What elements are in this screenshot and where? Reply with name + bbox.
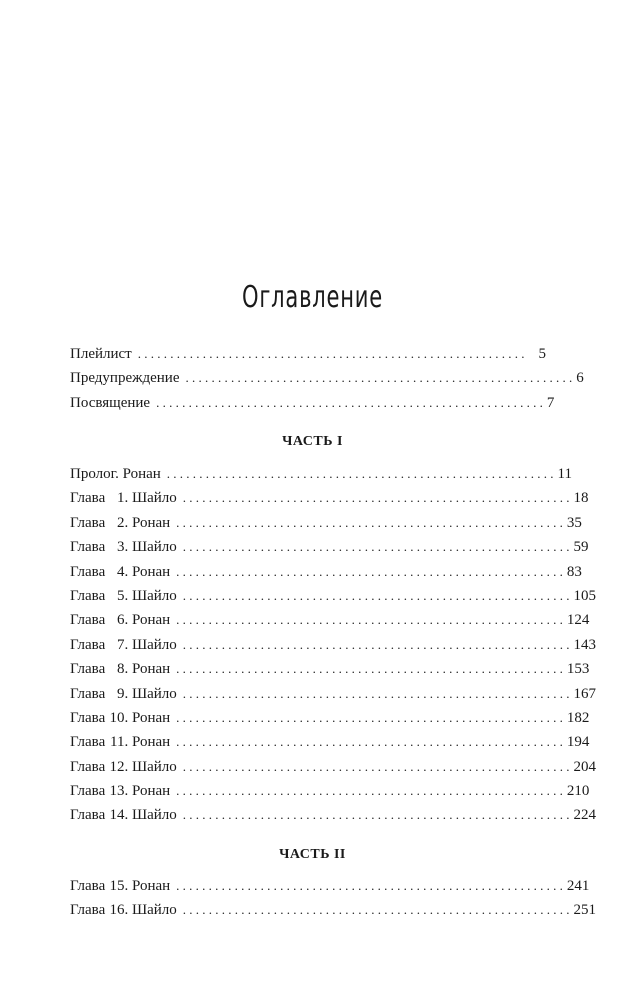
- entry-character: Шайло: [131, 807, 177, 824]
- entry-prefix: Глава: [70, 563, 106, 580]
- part-1-list: [70, 462, 597, 828]
- toc-entry-page: 224: [573, 807, 597, 824]
- entry-prefix: Глава: [70, 490, 106, 507]
- toc-entry-label: [70, 486, 183, 510]
- dot-leader: . . . . . . . . . . . . . . . . . . . . . . . . . . . . . . . . . . . . . . . . . . . . . . . . . . . . . . . . . . . .: [176, 514, 563, 530]
- dot-leader: . . . . . . . . . . . . . . . . . . . . . . . . . . . . . . . . . . . . . . . . . . . . . . . . . . . . . . . . . . . .: [176, 661, 563, 677]
- toc-entry-label: [70, 391, 156, 415]
- dot-leader: . . . . . . . . . . . . . . . . . . . . . . . . . . . . . . . . . . . . . . . . . . . . . . . . . . . . . . . . . . . .: [182, 539, 570, 555]
- dot-leader: . . . . . . . . . . . . . . . . . . . . . . . . . . . . . . . . . . . . . . . . . . . . . . . . . . . . . . . . . . . .: [176, 878, 563, 893]
- entry-character: Шайло: [131, 490, 177, 507]
- toc-entry-page: 7: [546, 394, 555, 411]
- dot-leader: . . . . . . . . . . . . . . . . . . . . . . . . . . . . . . . . . . . . . . . . . . . . . . . . . . . . . . . . . . . .: [166, 466, 554, 481]
- entry-prefix: Глава: [70, 636, 106, 653]
- toc-entry-page: 6: [576, 370, 584, 387]
- entry-title: Предупреждение: [70, 370, 180, 387]
- toc-entry-page: 204: [573, 758, 597, 775]
- toc-entry[interactable]: [70, 462, 572, 486]
- entry-prefix: Глава: [70, 539, 106, 556]
- toc-entry[interactable]: [70, 730, 590, 754]
- entry-character: Шайло: [131, 902, 177, 919]
- dot-leader: . . . . . . . . . . . . . . . . . . . . . . . . . . . . . . . . . . . . . . . . . . . . . . . . . . . . . . . . . . . .: [156, 394, 543, 410]
- dot-leader: . . . . . . . . . . . . . . . . . . . . . . . . . . . . . . . . . . . . . . . . . . . . . . . . . . . . . . . . . . . .: [176, 734, 563, 750]
- dot-leader: . . . . . . . . . . . . . . . . . . . . . . . . . . . . . . . . . . . . . . . . . . . . . . . . . . . . . . . . . . . .: [185, 370, 573, 386]
- toc-entry-label: [70, 535, 183, 559]
- part-heading: ЧАСТЬ I: [282, 434, 343, 449]
- toc-entry-page: 83: [566, 563, 582, 580]
- toc-entry-label: [70, 682, 183, 706]
- entry-prefix: Глава: [70, 758, 106, 775]
- entry-character: Шайло: [131, 758, 177, 775]
- toc-entry-page: 105: [573, 587, 597, 604]
- dot-leader: . . . . . . . . . . . . . . . . . . . . . . . . . . . . . . . . . . . . . . . . . . . . . . . . . . . . . . . . . . . .: [182, 807, 570, 823]
- toc-entry-page: 124: [566, 612, 590, 629]
- toc-entry[interactable]: [70, 511, 582, 535]
- toc-entry-label: [70, 633, 183, 657]
- toc-entry[interactable]: [70, 803, 597, 827]
- entry-character: Ронан: [131, 612, 171, 629]
- entry-character: Ронан: [122, 466, 161, 482]
- toc-entry-page: 167: [573, 685, 597, 702]
- toc-entry-label: [70, 779, 176, 803]
- entry-prefix: Пролог.: [70, 466, 119, 482]
- toc-entry[interactable]: [70, 486, 589, 510]
- entry-character: Шайло: [131, 685, 177, 702]
- dot-leader: . . . . . . . . . . . . . . . . . . . . . . . . . . . . . . . . . . . . . . . . . . . . . . . . . . . . . . . . . . . .: [176, 563, 563, 579]
- toc-entry-page: 210: [566, 783, 590, 800]
- toc-entry-label: [70, 755, 183, 779]
- entry-prefix: Глава: [70, 709, 106, 726]
- entry-number: 13.: [109, 783, 129, 800]
- entry-prefix: Глава: [70, 685, 106, 702]
- entry-number: 2.: [116, 514, 129, 531]
- entry-character: Ронан: [131, 709, 171, 726]
- toc-entry-label: [70, 366, 185, 390]
- entry-number: 9.: [116, 685, 129, 702]
- toc-entry-label: [70, 874, 176, 898]
- dot-leader: . . . . . . . . . . . . . . . . . . . . . . . . . . . . . . . . . . . . . . . . . . . . . . . . . . . . . . . . . . . .: [176, 709, 563, 725]
- dot-leader: . . . . . . . . . . . . . . . . . . . . . . . . . . . . . . . . . . . . . . . . . . . . . . . . . . . . . . . . . . . .: [176, 783, 563, 799]
- entry-prefix: Глава: [70, 878, 106, 894]
- toc-entry[interactable]: [70, 633, 597, 657]
- entry-number: 10.: [109, 709, 129, 726]
- entry-character: Ронан: [131, 734, 171, 751]
- toc-entry[interactable]: [70, 682, 597, 706]
- toc-entry-label: [70, 657, 176, 681]
- entry-number: 5.: [116, 587, 129, 604]
- entry-title: Посвящение: [70, 394, 151, 411]
- entry-number: 6.: [116, 612, 129, 629]
- toc-entry[interactable]: [70, 706, 590, 730]
- front-matter-list: [70, 342, 584, 415]
- entry-prefix: Глава: [70, 612, 106, 629]
- toc-entry-page: 35: [566, 514, 582, 531]
- toc-entry-page: 153: [566, 661, 590, 678]
- toc-entry-label: [70, 898, 183, 922]
- toc-entry-label: [70, 706, 176, 730]
- entry-character: Ронан: [131, 514, 171, 531]
- dot-leader: . . . . . . . . . . . . . . . . . . . . . . . . . . . . . . . . . . . . . . . . . . . . . . . . . . . . . . . . . . . .: [182, 490, 570, 506]
- entry-number: 1.: [116, 490, 129, 507]
- part-2-list: [70, 874, 597, 923]
- entry-prefix: Глава: [70, 587, 106, 604]
- toc-entry-page: 18: [573, 490, 589, 507]
- toc-entry-label: [70, 803, 183, 827]
- toc-entry[interactable]: [70, 608, 590, 632]
- toc-entry[interactable]: [70, 584, 597, 608]
- entry-character: Ронан: [131, 661, 171, 678]
- entry-prefix: Глава: [70, 902, 106, 919]
- entry-number: 16.: [109, 902, 129, 919]
- entry-character: Шайло: [131, 587, 177, 604]
- toc-entry[interactable]: [70, 874, 590, 898]
- toc-entry-label: [70, 560, 176, 584]
- entry-number: 14.: [109, 807, 129, 824]
- entry-character: Ронан: [131, 878, 171, 894]
- toc-entry-label: [70, 462, 167, 486]
- dot-leader: . . . . . . . . . . . . . . . . . . . . . . . . . . . . . . . . . . . . . . . . . . . . . . . . . . . . . . . . . . . .: [176, 612, 563, 628]
- toc-entry-label: [70, 730, 176, 754]
- entry-character: Шайло: [131, 636, 177, 653]
- entry-title: Плейлист: [70, 346, 132, 362]
- toc-entry[interactable]: [70, 657, 590, 681]
- entry-number: 8.: [116, 661, 129, 678]
- dot-leader: . . . . . . . . . . . . . . . . . . . . . . . . . . . . . . . . . . . . . . . . . . . . . . . . . . . . . . . . . . . .: [182, 758, 570, 774]
- toc-entry-page: 241: [566, 878, 590, 894]
- entry-prefix: Глава: [70, 734, 106, 751]
- toc-entry[interactable]: [70, 535, 589, 559]
- entry-character: Шайло: [131, 539, 177, 556]
- toc-entry-page: 251: [573, 902, 597, 919]
- entry-prefix: Глава: [70, 807, 106, 824]
- toc-entry[interactable]: [70, 560, 582, 584]
- toc-entry-page: 143: [573, 636, 597, 653]
- toc-entry-label: [70, 608, 176, 632]
- part-heading: ЧАСТЬ II: [279, 847, 346, 862]
- toc-entry-page: 182: [566, 709, 590, 726]
- toc-entry-label: [70, 511, 176, 535]
- toc-entry[interactable]: [70, 779, 590, 803]
- dot-leader: . . . . . . . . . . . . . . . . . . . . . . . . . . . . . . . . . . . . . . . . . . . . . . . . . . . . . . . . . . . .: [137, 346, 525, 361]
- toc-entry-page: 11: [557, 466, 572, 482]
- toc-entry[interactable]: [70, 342, 546, 366]
- toc-entry-page: 59: [573, 539, 589, 556]
- dot-leader: . . . . . . . . . . . . . . . . . . . . . . . . . . . . . . . . . . . . . . . . . . . . . . . . . . . . . . . . . . . .: [182, 685, 570, 701]
- entry-number: 4.: [116, 563, 129, 580]
- entry-number: 15.: [109, 878, 129, 894]
- dot-leader: . . . . . . . . . . . . . . . . . . . . . . . . . . . . . . . . . . . . . . . . . . . . . . . . . . . . . . . . . . . .: [182, 587, 570, 603]
- toc-entry[interactable]: [70, 755, 597, 779]
- entry-prefix: Глава: [70, 661, 106, 678]
- entry-number: 3.: [116, 539, 129, 556]
- entry-number: 11.: [110, 734, 129, 751]
- toc-entry-page: 5: [538, 346, 546, 362]
- entry-number: 12.: [109, 758, 129, 775]
- entry-prefix: Глава: [70, 514, 106, 531]
- toc-entry[interactable]: [70, 391, 555, 415]
- toc-entry-label: [70, 584, 183, 608]
- dot-leader: . . . . . . . . . . . . . . . . . . . . . . . . . . . . . . . . . . . . . . . . . . . . . . . . . . . . . . . . . . . .: [182, 902, 570, 918]
- dot-leader: . . . . . . . . . . . . . . . . . . . . . . . . . . . . . . . . . . . . . . . . . . . . . . . . . . . . . . . . . . . .: [182, 636, 570, 652]
- toc-entry[interactable]: [70, 898, 597, 922]
- toc-entry-page: 194: [566, 734, 590, 751]
- entry-character: Ронан: [131, 563, 171, 580]
- page-title: Оглавление: [241, 280, 384, 315]
- entry-prefix: Глава: [70, 783, 106, 800]
- toc-entry[interactable]: [70, 366, 584, 390]
- toc-entry-label: [70, 342, 138, 366]
- entry-character: Ронан: [131, 783, 171, 800]
- entry-number: 7.: [116, 636, 129, 653]
